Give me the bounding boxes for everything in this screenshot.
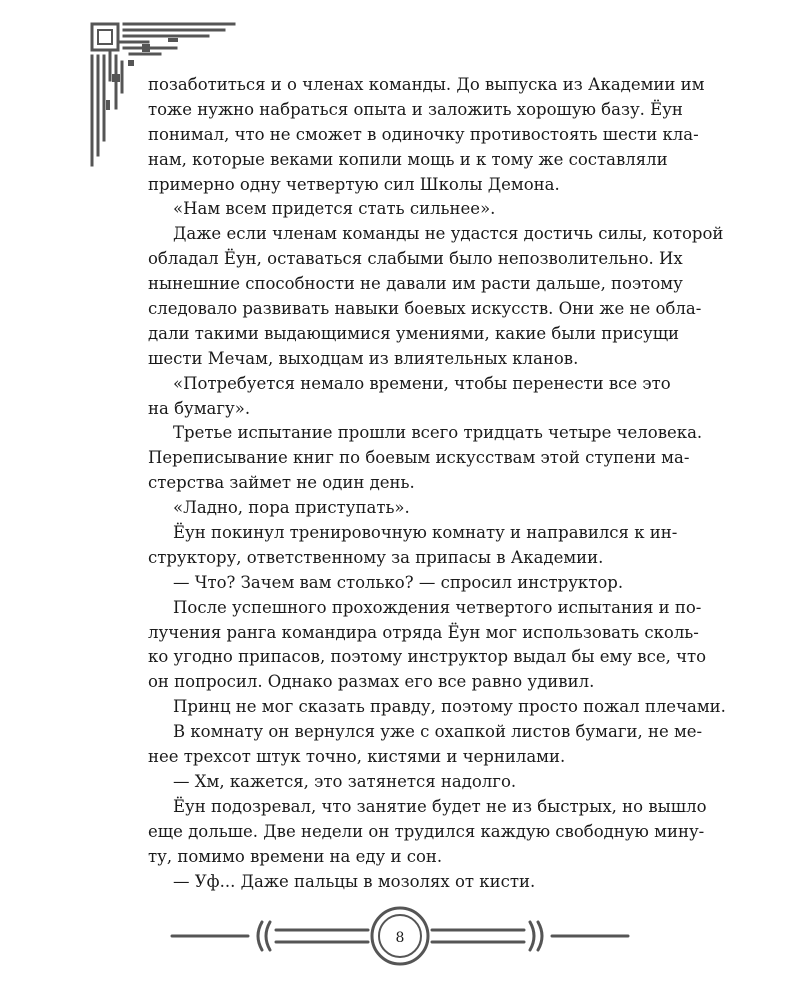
text-line: нынешние способности не давали им расти дальше, поэтому xyxy=(148,274,683,294)
text-line: следовало развивать навыки боевых искусств. Они же не обла- xyxy=(148,299,702,319)
text-line: — Уф... Даже пальцы в мозолях от кисти. xyxy=(173,871,536,891)
text-line: Третье испытание прошли всего тридцать четыре человека. xyxy=(173,423,703,443)
text-line: «Ладно, пора приступать». xyxy=(173,498,410,518)
body-text xyxy=(148,73,726,894)
text-line: обладал Ёун, оставаться слабыми было непозволительно. Их xyxy=(148,249,683,269)
text-line: нам, которые веками копили мощь и к тому же составляли xyxy=(148,149,668,169)
text-line: Ёун покинул тренировочную комнату и направился к ин- xyxy=(173,523,678,543)
text-line: на бумагу». xyxy=(148,398,251,418)
text-line: позаботиться и о членах команды. До выпуска из Академии им xyxy=(148,75,705,94)
text-line: структору, ответственному за припасы в Академии. xyxy=(148,547,604,567)
text-line: понимал, что не сможет в одиночку противостоять шести кла- xyxy=(148,124,699,144)
text-line: В комнату он вернулся уже с охапкой листов бумаги, не ме- xyxy=(173,722,703,742)
text-line: тоже нужно набраться опыта и заложить хорошую базу. Ёун xyxy=(148,99,683,119)
text-line: «Нам всем придется стать сильнее». xyxy=(173,199,496,219)
text-line: Переписывание книг по боевым искусствам этой ступени ма- xyxy=(148,448,690,468)
text-line: Даже если членам команды не удастся достичь силы, которой xyxy=(173,224,724,244)
text-line: он попросил. Однако размах его все равно удивил. xyxy=(148,672,595,692)
text-line: «Потребуется немало времени, чтобы перенести все это xyxy=(173,373,671,393)
text-line: Принц не мог сказать правду, поэтому просто пожал плечами. xyxy=(173,697,726,717)
text-line: стерства займет не один день. xyxy=(148,473,415,493)
text-line: После успешного прохождения четвертого испытания и по- xyxy=(173,597,702,617)
text-line: — Что? Зачем вам столько? — спросил инструктор. xyxy=(173,572,624,592)
text-line: лучения ранга командира отряда Ёун мог использовать сколь- xyxy=(148,622,699,642)
text-line: еще дольше. Две недели он трудился каждую свободную мину- xyxy=(148,821,705,841)
text-line: нее трехсот штук точно, кистями и чернилами. xyxy=(148,747,566,767)
text-line: дали такими выдающимися умениями, какие были присущи xyxy=(148,323,680,343)
text-line: примерно одну четвертую сил Школы Демона. xyxy=(148,174,560,194)
text-line: ту, помимо времени на еду и сон. xyxy=(148,846,443,866)
text-line: ко угодно припасов, поэтому инструктор выдал бы ему все, что xyxy=(148,647,707,667)
text-line: шести Мечам, выходцам из влиятельных кланов. xyxy=(148,348,579,368)
page-number: 8 xyxy=(395,930,405,946)
text-line: Ёун подозревал, что занятие будет не из быстрых, но вышло xyxy=(173,796,707,816)
text-line: — Хм, кажется, это затянется надолго. xyxy=(173,771,517,791)
